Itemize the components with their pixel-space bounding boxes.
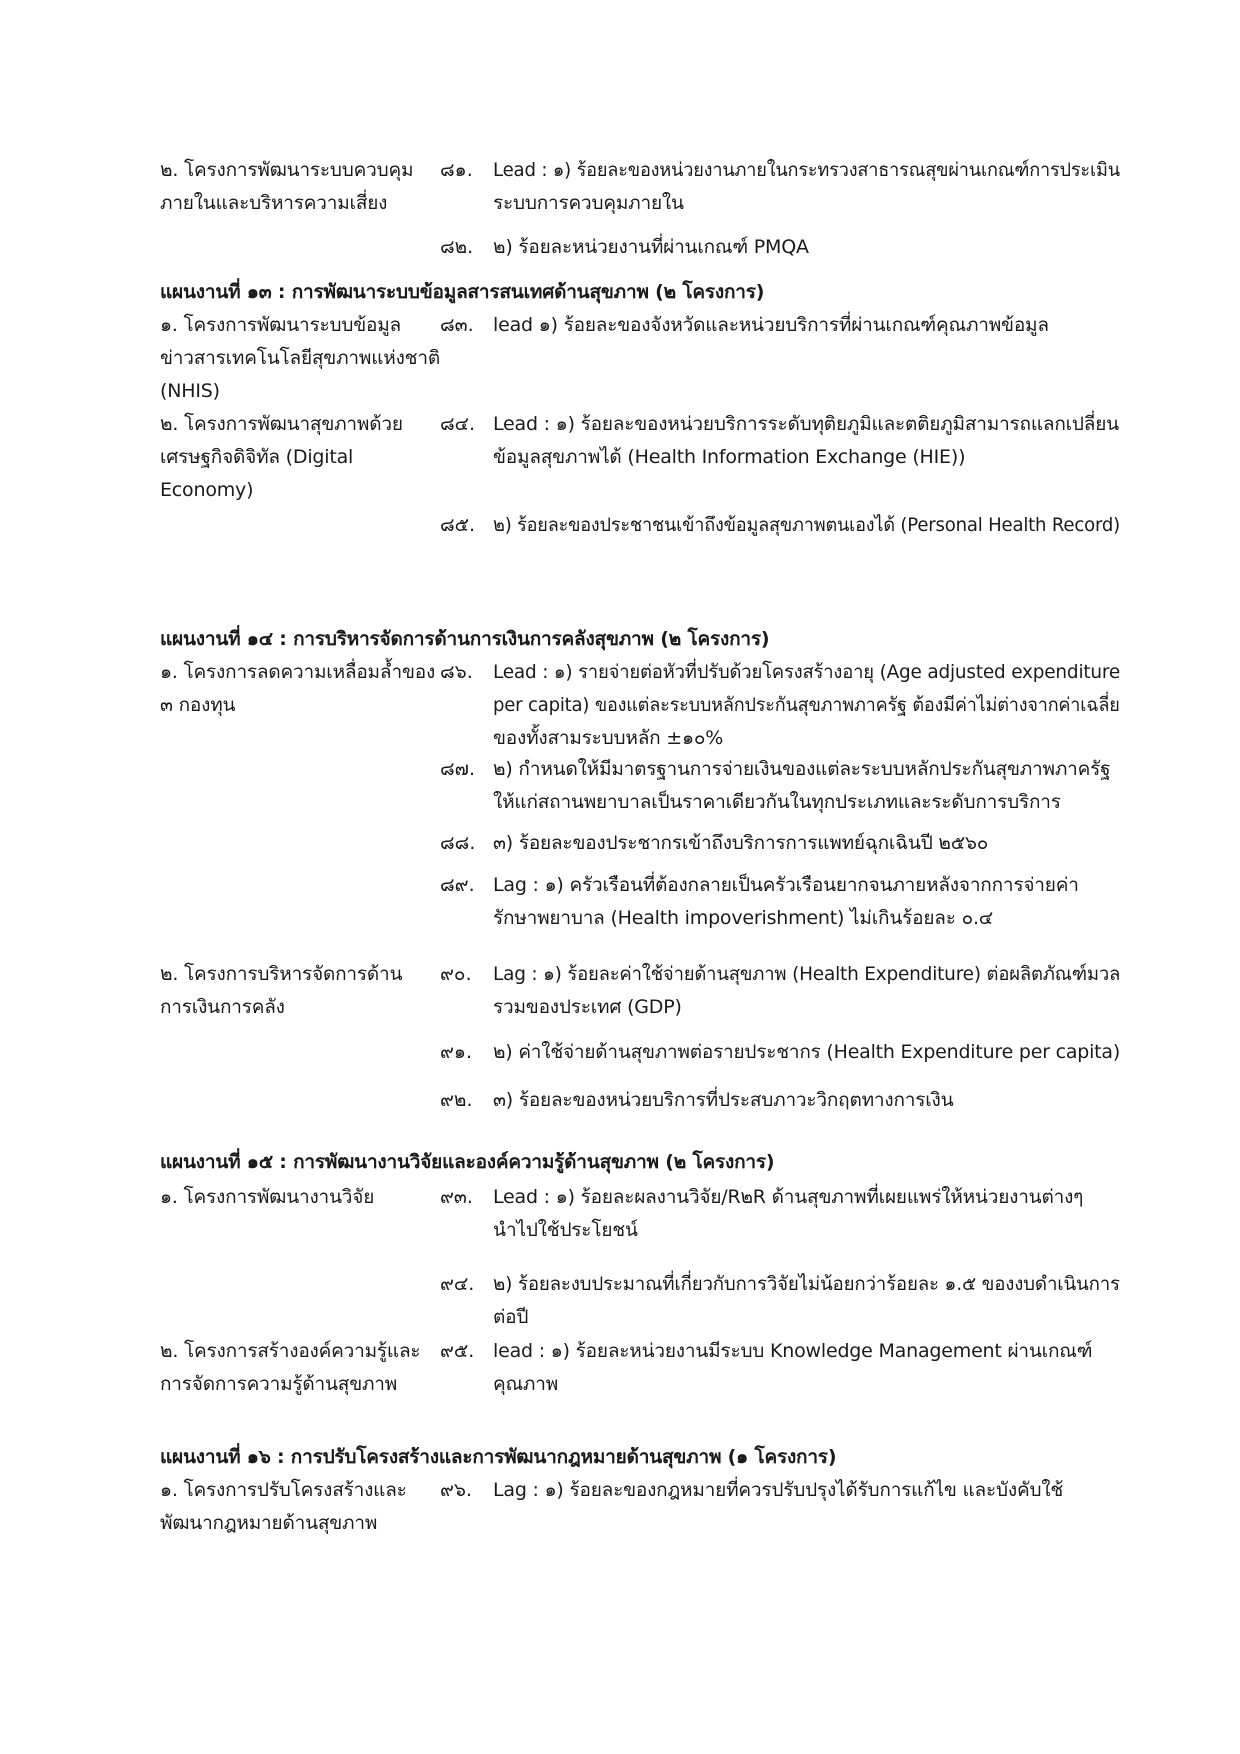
indicator-number: ๙๓. <box>440 1186 473 1208</box>
indicator-text: คุณภาพ <box>493 1373 559 1395</box>
project-name: เศรษฐกิจดิจิทัล (Digital <box>160 446 354 468</box>
indicator-number: ๙๖. <box>440 1479 473 1501</box>
indicator-text: รักษาพยาบาล (Health impoverishment) ไม่เกินร้อยละ ๐.๔ <box>493 907 993 929</box>
indicator-text: รวมของประเทศ (GDP) <box>493 996 682 1018</box>
indicator-number: ๘๗. <box>440 758 475 780</box>
indicator-number: ๘๓. <box>440 314 474 336</box>
indicator-number: ๙๕. <box>440 1340 475 1362</box>
project-name: ภายในและบริหารความเสี่ยง <box>160 192 388 214</box>
indicator-text: ๒) ค่าใช้จ่ายด้านสุขภาพต่อรายประชากร (Health Expenditure per capita) <box>493 1041 1121 1063</box>
indicator-number: ๙๒. <box>440 1089 473 1111</box>
project-name: ๒. โครงการบริหารจัดการด้าน <box>160 963 403 985</box>
indicator-text: ๒) ร้อยละของประชาชนเข้าถึงข้อมูลสุขภาพตนเองได้ (Personal Health Record) <box>493 514 1121 536</box>
indicator-text: Lead : ๑) ร้อยละผลงานวิจัย/R๒R ด้านสุขภาพที่เผยแพร่ให้หน่วยงานต่างๆ <box>493 1186 1084 1208</box>
indicator-text: lead : ๑) ร้อยละหน่วยงานมีระบบ Knowledge Management ผ่านเกณฑ์ <box>493 1340 1093 1362</box>
indicator-number: ๘๑. <box>440 159 473 181</box>
indicator-text: ๓) ร้อยละของหน่วยบริการที่ประสบภาวะวิกฤตทางการเงิน <box>493 1089 954 1111</box>
project-name: การเงินการคลัง <box>160 996 285 1018</box>
indicator-number: ๙๑. <box>440 1041 473 1063</box>
indicator-text: lead ๑) ร้อยละของจังหวัดและหน่วยบริการที่ผ่านเกณฑ์คุณภาพข้อมูล <box>493 314 1049 336</box>
indicator-text: Lag : ๑) ครัวเรือนที่ต้องกลายเป็นครัวเรือนยากจนภายหลังจากการจ่ายค่า <box>493 874 1079 896</box>
indicator-text: ให้แก่สถานพยาบาลเป็นราคาเดียวกันในทุกประเภทและระดับการบริการ <box>493 791 1061 813</box>
project-name: (NHIS) <box>160 380 220 402</box>
section-heading: แผนงานที่ ๑๔ : การบริหารจัดการด้านการเงินการคลังสุขภาพ (๒ โครงการ) <box>160 628 770 650</box>
section-heading: แผนงานที่ ๑๓ : การพัฒนาระบบข้อมูลสารสนเทศด้านสุขภาพ (๒ โครงการ) <box>160 281 765 303</box>
project-name: ๑. โครงการลดความเหลื่อมล้ำของ <box>160 661 436 683</box>
indicator-text: ข้อมูลสุขภาพได้ (Health Information Exchange (HIE)) <box>493 446 966 468</box>
indicator-number: ๘๔. <box>440 413 476 435</box>
indicator-text: Lead : ๑) ร้อยละของหน่วยงานภายในกระทรวงสาธารณสุขผ่านเกณฑ์การประเมิน <box>493 159 1120 181</box>
indicator-number: ๘๕. <box>440 514 476 536</box>
section-heading: แผนงานที่ ๑๕ : การพัฒนางานวิจัยและองค์ความรู้ด้านสุขภาพ (๒ โครงการ) <box>160 1151 775 1173</box>
indicator-text: ๓) ร้อยละของประชากรเข้าถึงบริการการแพทย์ฉุกเฉินปี ๒๕๖๐ <box>493 832 989 854</box>
indicator-text: Lag : ๑) ร้อยละค่าใช้จ่ายด้านสุขภาพ (Health Expenditure) ต่อผลิตภัณฑ์มวล <box>493 963 1121 985</box>
project-name: ๑. โครงการพัฒนาระบบข้อมูล <box>160 314 401 336</box>
indicator-text: ๒) กำหนดให้มีมาตรฐานการจ่ายเงินของแต่ละระบบหลักประกันสุขภาพภาครัฐ <box>493 758 1111 780</box>
project-name: ๑. โครงการปรับโครงสร้างและ <box>160 1479 407 1501</box>
project-name: ๒. โครงการสร้างองค์ความรู้และ <box>160 1340 421 1362</box>
project-name: ๒. โครงการพัฒนาระบบควบคุม <box>160 159 414 181</box>
indicator-text: ต่อปี <box>493 1306 529 1328</box>
indicator-text: ของทั้งสามระบบหลัก ±๑๐% <box>493 727 724 749</box>
project-name: พัฒนากฎหมายด้านสุขภาพ <box>160 1512 378 1534</box>
indicator-number: ๘๙. <box>440 874 475 896</box>
indicator-text: Lead : ๑) ร้อยละของหน่วยบริการระดับทุติยภูมิและตติยภูมิสามารถแลกเปลี่ยน <box>493 413 1119 435</box>
indicator-text: ระบบการควบคุมภายใน <box>493 192 684 214</box>
indicator-text: ๒) ร้อยละงบประมาณที่เกี่ยวกับการวิจัยไม่น้อยกว่าร้อยละ ๑.๕ ของงบดำเนินการ <box>493 1273 1120 1295</box>
project-name: ข่าวสารเทคโนโลยีสุขภาพแห่งชาติ <box>160 347 440 369</box>
project-name: Economy) <box>160 479 254 501</box>
project-name: การจัดการความรู้ด้านสุขภาพ <box>160 1373 398 1395</box>
indicator-text: Lead : ๑) รายจ่ายต่อหัวที่ปรับด้วยโครงสร้างอายุ (Age adjusted expenditure <box>493 661 1121 683</box>
indicator-text: นำไปใช้ประโยชน์ <box>493 1219 638 1241</box>
project-name: ๑. โครงการพัฒนางานวิจัย <box>160 1186 375 1208</box>
indicator-number: ๙๔. <box>440 1273 475 1295</box>
project-name: ๓ กองทุน <box>160 694 236 716</box>
indicator-number: ๘๒. <box>440 236 474 258</box>
indicator-text: Lag : ๑) ร้อยละของกฎหมายที่ควรปรับปรุงได้รับการแก้ไข และบังคับใช้ <box>493 1479 1064 1501</box>
indicator-number: ๙๐. <box>440 963 472 985</box>
section-heading: แผนงานที่ ๑๖ : การปรับโครงสร้างและการพัฒนากฎหมายด้านสุขภาพ (๑ โครงการ) <box>160 1446 837 1468</box>
indicator-text: ๒) ร้อยละหน่วยงานที่ผ่านเกณฑ์ PMQA <box>493 236 809 258</box>
indicator-number: ๘๖. <box>440 661 473 683</box>
project-name: ๒. โครงการพัฒนาสุขภาพด้วย <box>160 413 403 435</box>
indicator-number: ๘๘. <box>440 832 476 854</box>
indicator-text: per capita) ของแต่ละระบบหลักประกันสุขภาพภาครัฐ ต้องมีค่าไม่ต่างจากค่าเฉลี่ย <box>493 694 1120 716</box>
